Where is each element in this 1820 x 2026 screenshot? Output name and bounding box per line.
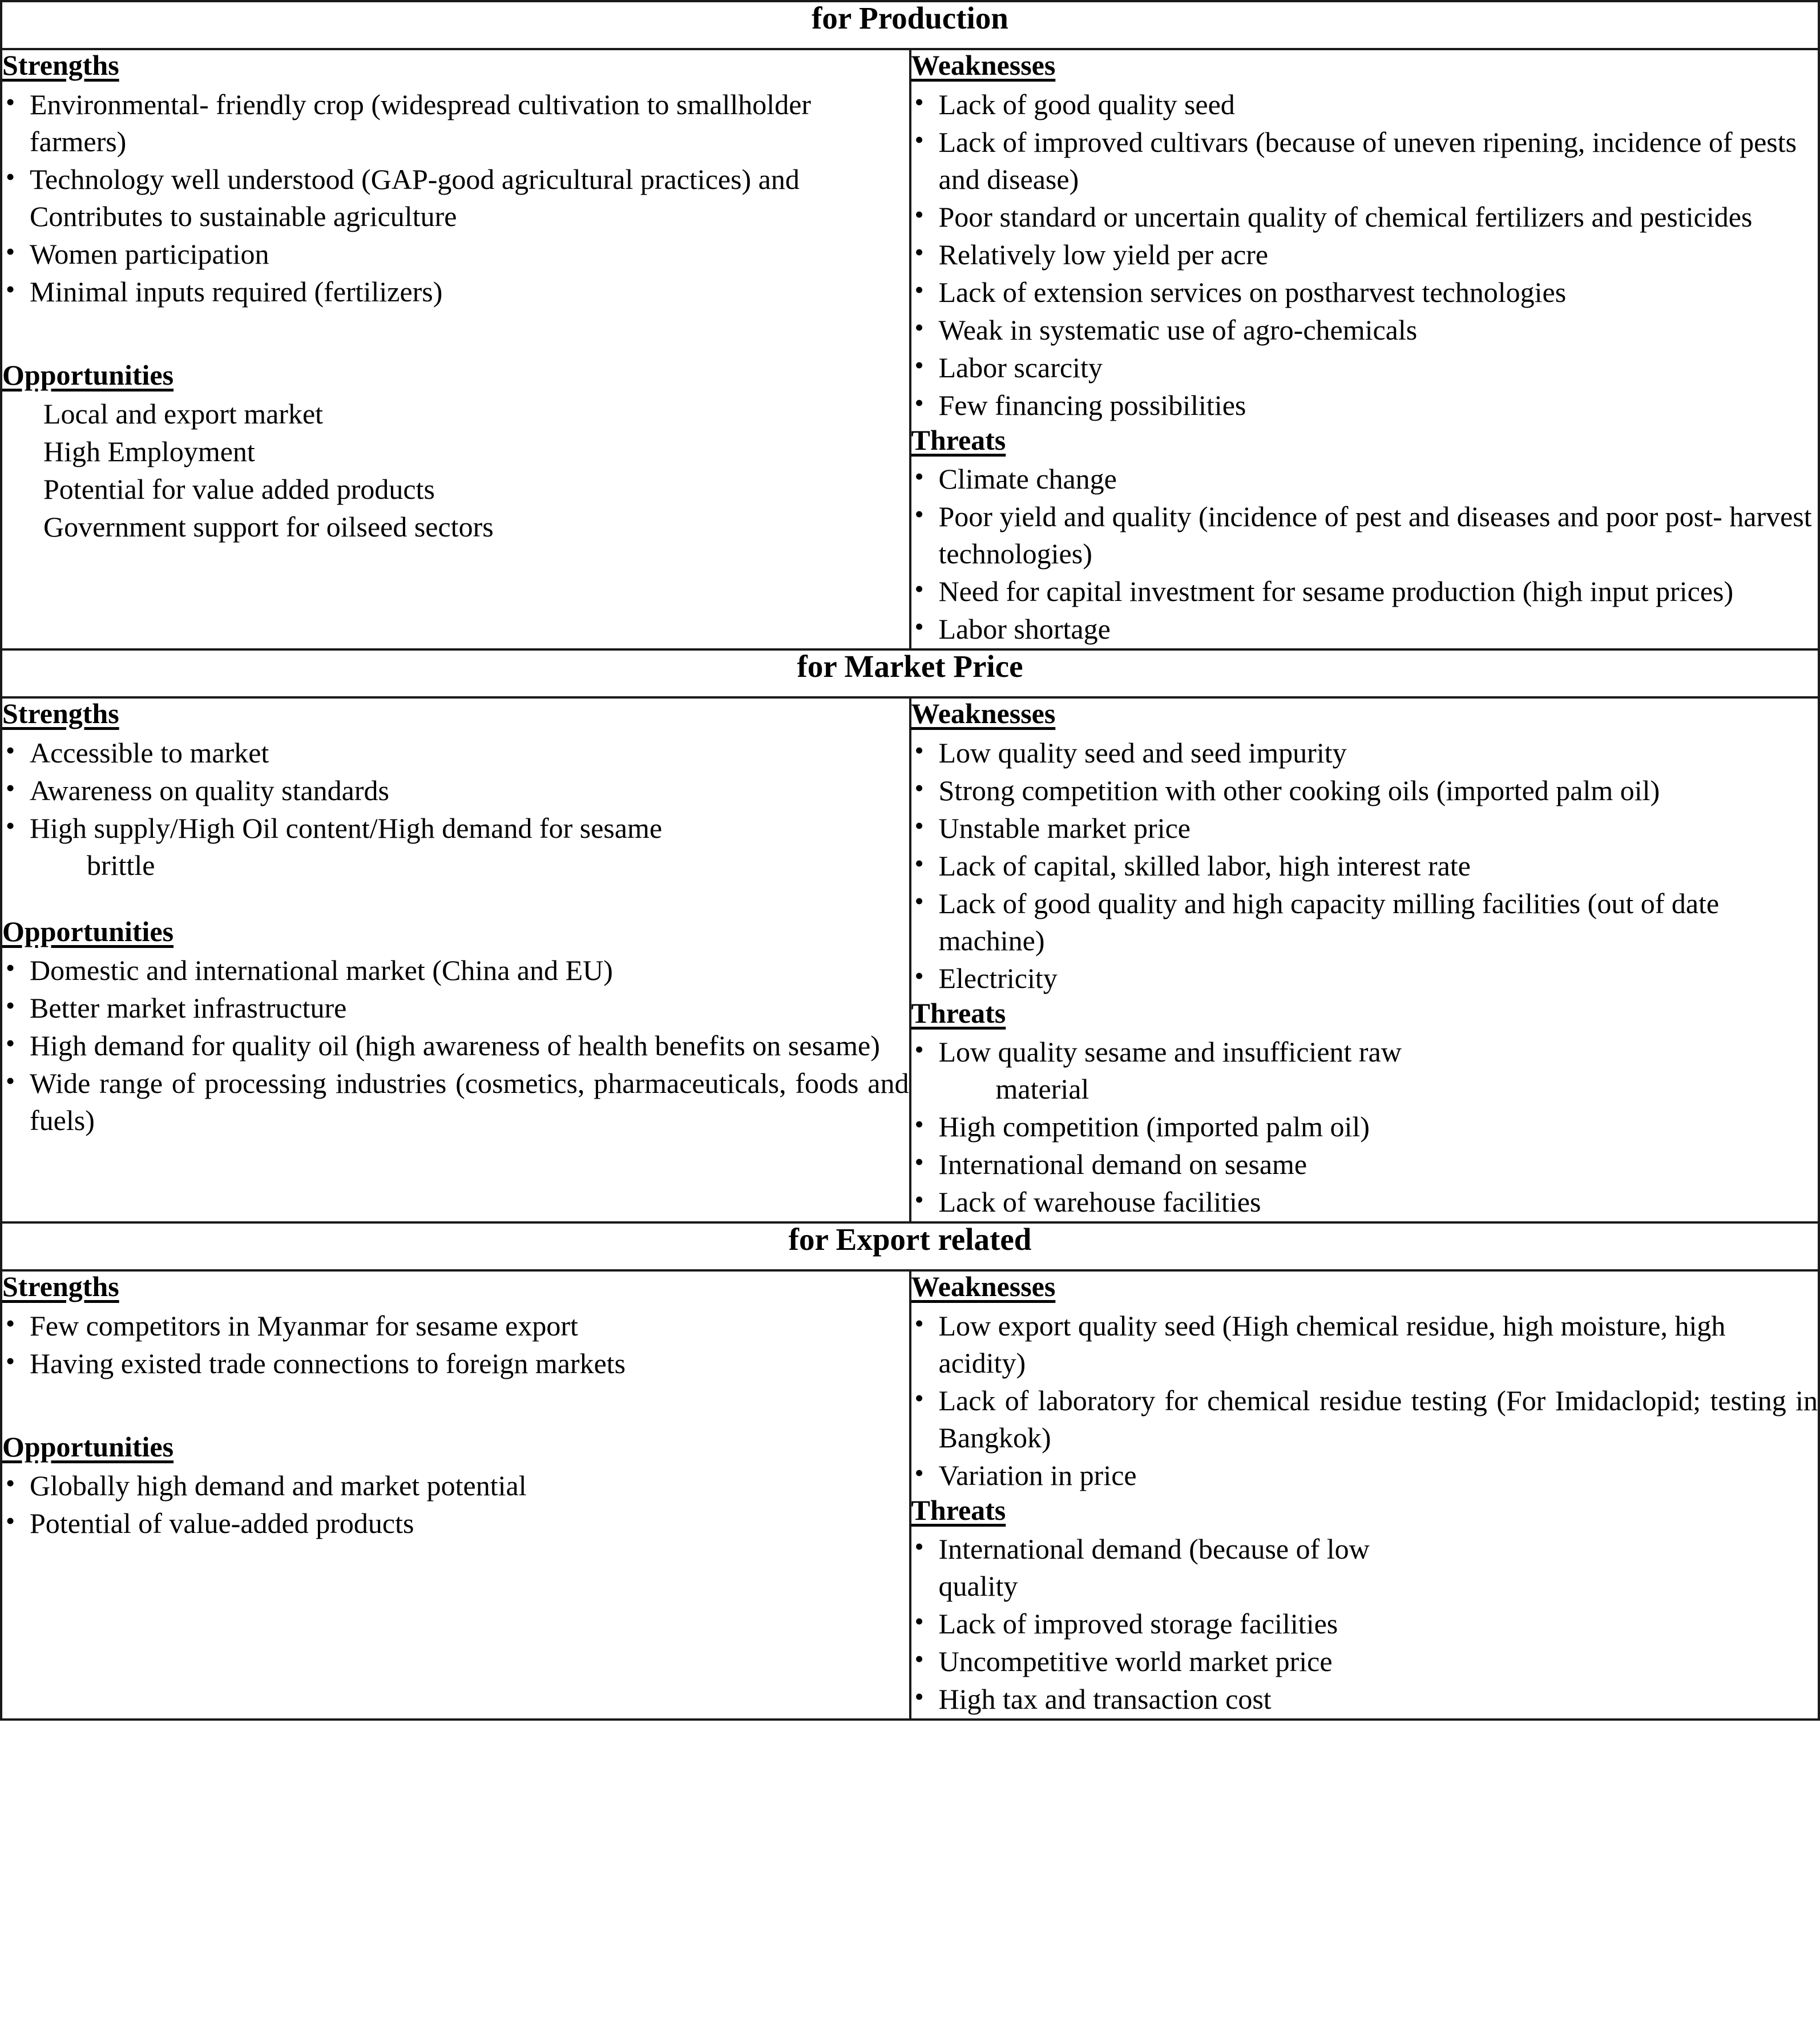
strengths-list — [2, 86, 909, 310]
section-body-row — [1, 697, 1819, 1222]
list-item: • Relatively low yield per acre — [911, 236, 1818, 273]
strengths-heading-wrap — [2, 1272, 909, 1305]
list-item: • Labor scarcity — [911, 349, 1818, 386]
list-item: • Variation in price — [911, 1457, 1818, 1494]
list-item: • Lack of good quality and high capacity milling facilities (out of date machine) — [911, 885, 1818, 959]
list-item: • Low quality seed and seed impurity — [911, 734, 1818, 772]
section-header-production: for Production — [1, 1, 1819, 49]
weaknesses-heading-wrap — [911, 1272, 1818, 1305]
list-item: • Lack of capital, skilled labor, high interest rate — [911, 847, 1818, 885]
list-item: • High demand for quality oil (high awareness of health benefits on sesame) — [2, 1027, 909, 1064]
list-item: • Few competitors in Myanmar for sesame export — [2, 1307, 909, 1345]
threats-list — [911, 461, 1818, 648]
list-item: • Need for capital investment for sesame production (high input prices) — [911, 573, 1818, 610]
opportunities-list — [2, 952, 909, 1139]
list-item: • Lack of laboratory for chemical residue testing (For Imidaclopid; testing in Bangkok) — [911, 1382, 1818, 1456]
section-3-left-cell — [1, 1270, 910, 1720]
continuation-line: quality — [938, 1570, 1018, 1602]
strengths-list — [2, 734, 909, 884]
section-body-row — [1, 49, 1819, 649]
list-item: • Low quality sesame and insufficient raw material — [911, 1034, 1818, 1108]
quadrant-spacer — [2, 1383, 909, 1432]
section-3-right-cell — [910, 1270, 1819, 1720]
list-item: • Domestic and international market (China and EU) — [2, 952, 909, 989]
section-header-row — [1, 1222, 1819, 1270]
section-header-market-price: for Market Price — [1, 649, 1819, 697]
section-1-left-cell — [1, 49, 910, 649]
list-item: • Unstable market price — [911, 810, 1818, 847]
list-item: • Few financing possibilities — [911, 387, 1818, 424]
quadrant-spacer — [2, 885, 909, 917]
strengths-heading: Strengths — [2, 697, 119, 729]
section-1-right-cell — [910, 49, 1819, 649]
continuation-line: brittle — [87, 849, 155, 881]
opportunities-heading-wrap — [2, 1432, 909, 1466]
list-item: • Globally high demand and market potential — [2, 1467, 909, 1504]
list-item: • Environmental- friendly crop (widespread cultivation to smallholder farmers) — [2, 86, 909, 160]
list-item: • Lack of improved cultivars (because of uneven ripening, incidence of pests and disease) — [911, 124, 1818, 198]
list-item: • Technology well understood (GAP-good agricultural practices) and Contributes to sustainable agriculture — [2, 161, 909, 235]
list-item: • Poor standard or uncertain quality of chemical fertilizers and pesticides — [911, 199, 1818, 236]
list-item: • Government support for oilseed sectors — [2, 508, 909, 546]
list-item: • Labor shortage — [911, 611, 1818, 648]
list-item: • Wide range of processing industries (cosmetics, pharmaceuticals, foods and fuels) — [2, 1065, 909, 1139]
opportunities-list — [2, 1467, 909, 1542]
section-2-right-cell — [910, 697, 1819, 1222]
strengths-heading: Strengths — [2, 1270, 119, 1302]
list-item: • Potential for value added products — [2, 471, 909, 508]
list-item: • International demand (because of low quality — [911, 1531, 1818, 1605]
list-item: • International demand on sesame — [911, 1146, 1818, 1183]
weaknesses-heading: Weaknesses — [911, 697, 1056, 729]
opportunities-list — [2, 395, 909, 546]
list-item: • Climate change — [911, 461, 1818, 498]
list-item: • Lack of good quality seed — [911, 86, 1818, 123]
threats-heading-wrap — [911, 425, 1818, 459]
strengths-heading-wrap — [2, 50, 909, 84]
weaknesses-list — [911, 1307, 1818, 1494]
threats-heading: Threats — [911, 996, 1006, 1029]
weaknesses-heading: Weaknesses — [911, 1270, 1056, 1302]
strengths-heading-wrap — [2, 699, 909, 732]
list-item: • Lack of extension services on postharvest technologies — [911, 274, 1818, 311]
weaknesses-list — [911, 86, 1818, 424]
list-item: • Uncompetitive world market price — [911, 1643, 1818, 1680]
list-item: • Women participation — [2, 236, 909, 273]
opportunities-heading: Opportunities — [2, 358, 174, 391]
list-item: • Poor yield and quality (incidence of pest and diseases and poor post- harvest technologies) — [911, 498, 1818, 572]
list-item: • Potential of value-added products — [2, 1505, 909, 1542]
threats-heading-wrap — [911, 1495, 1818, 1529]
list-item: • Electricity — [911, 960, 1818, 997]
threats-heading-wrap — [911, 998, 1818, 1032]
section-header-export-related: for Export related — [1, 1222, 1819, 1270]
weaknesses-heading-wrap — [911, 50, 1818, 84]
weaknesses-heading: Weaknesses — [911, 49, 1056, 81]
section-2-left-cell — [1, 697, 910, 1222]
opportunities-heading: Opportunities — [2, 915, 174, 947]
list-item: • Lack of warehouse facilities — [911, 1184, 1818, 1221]
strengths-list — [2, 1307, 909, 1382]
list-item: • Having existed trade connections to foreign markets — [2, 1345, 909, 1382]
threats-heading: Threats — [911, 1494, 1006, 1526]
list-item: • High competition (imported palm oil) — [911, 1108, 1818, 1145]
list-item: • Weak in systematic use of agro-chemicals — [911, 312, 1818, 349]
list-item: • Minimal inputs required (fertilizers) — [2, 273, 909, 310]
list-item: • Strong competition with other cooking oils (imported palm oil) — [911, 772, 1818, 809]
list-item: • Better market infrastructure — [2, 990, 909, 1027]
list-item: • Awareness on quality standards — [2, 772, 909, 809]
section-header-row — [1, 649, 1819, 697]
threats-list — [911, 1034, 1818, 1221]
list-item: • Local and export market — [2, 395, 909, 433]
list-item: • High Employment — [2, 433, 909, 470]
opportunities-heading-wrap — [2, 360, 909, 394]
section-body-row — [1, 1270, 1819, 1720]
list-item: • Low export quality seed (High chemical residue, high moisture, high acidity) — [911, 1307, 1818, 1382]
list-item: • Accessible to market — [2, 734, 909, 772]
threats-heading: Threats — [911, 423, 1006, 456]
continuation-line: material — [995, 1073, 1089, 1105]
opportunities-heading-wrap — [2, 917, 909, 950]
list-item: • Lack of improved storage facilities — [911, 1605, 1818, 1642]
opportunities-heading: Opportunities — [2, 1430, 174, 1463]
weaknesses-heading-wrap — [911, 699, 1818, 732]
list-item: • High supply/High Oil content/High demand for sesame brittle — [2, 810, 909, 884]
strengths-heading: Strengths — [2, 49, 119, 81]
weaknesses-list — [911, 734, 1818, 997]
list-item: • High tax and transaction cost — [911, 1681, 1818, 1718]
quadrant-spacer — [2, 311, 909, 360]
threats-list — [911, 1531, 1818, 1718]
section-header-row — [1, 1, 1819, 49]
